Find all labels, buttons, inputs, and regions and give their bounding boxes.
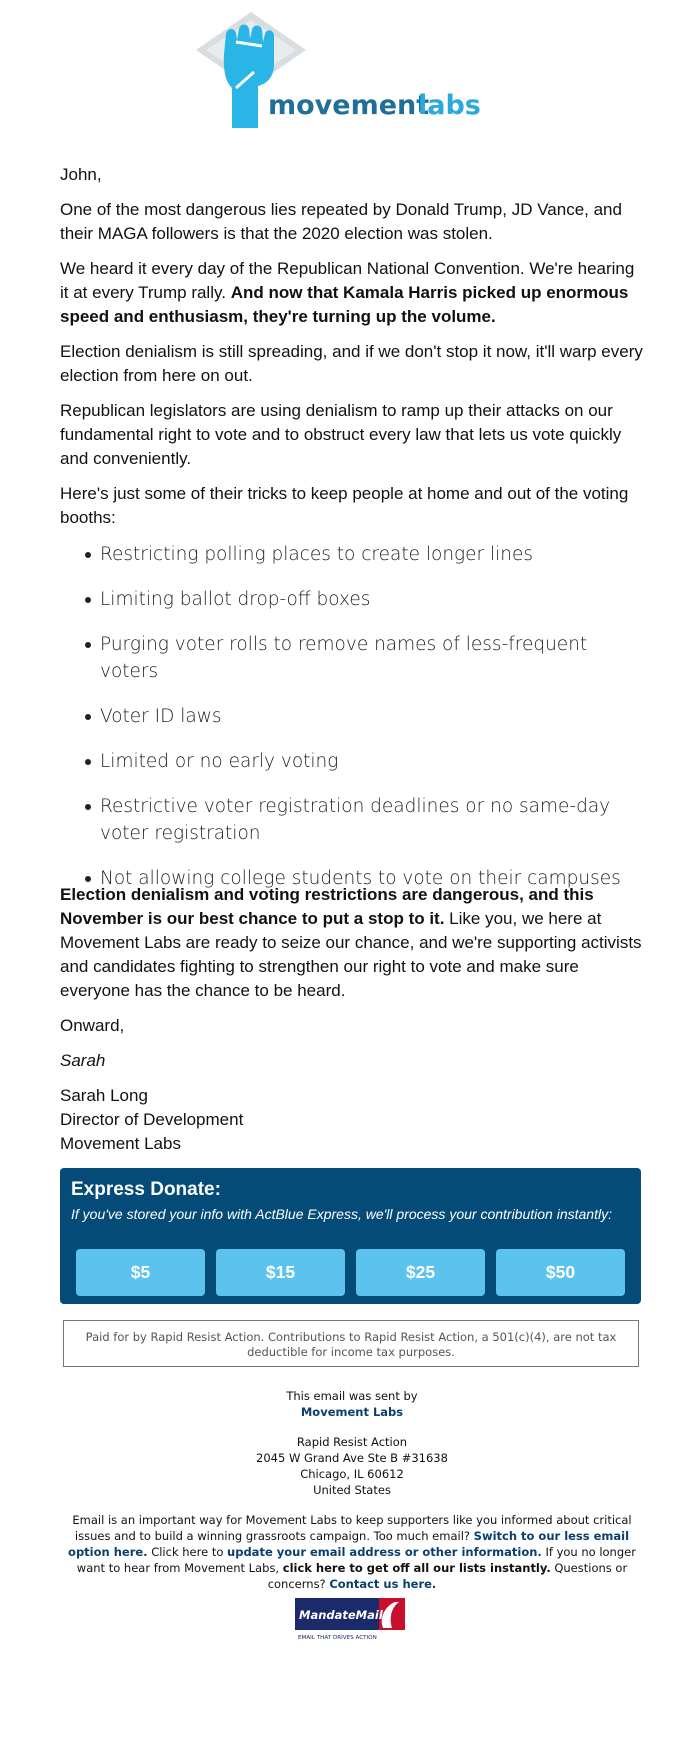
mandatemail-badge[interactable] <box>295 1598 405 1642</box>
paragraph-4: Republican legislators are using denialism to ramp up their attacks on our fundamental right to vote and to obstruct every law that lets us vote quickly and conveniently. <box>60 401 622 468</box>
logo-wordmark-movement: movement <box>268 90 430 121</box>
donate-50-button[interactable]: $50 <box>496 1249 625 1296</box>
voting-tricks-list <box>60 541 644 910</box>
sent-by-block <box>60 1388 644 1420</box>
movement-labs-logo[interactable] <box>196 12 506 142</box>
donate-title: Express Donate: <box>71 1179 221 1200</box>
mandatemail-tagline: EMAIL THAT DRIVES ACTION <box>298 1635 377 1641</box>
paragraph-6-emphasis: Election denialism and voting restrictions are dangerous, and this November is our best chance to put a stop to it. <box>60 885 594 928</box>
mailing-address <box>60 1434 644 1498</box>
notice-text-4: Questions or concerns? <box>267 1561 628 1591</box>
notice-text-3: If you no longer want to hear from Movement Labs, <box>76 1545 636 1575</box>
donate-15-button[interactable]: $15 <box>216 1249 345 1296</box>
unsubscribe-link[interactable]: click here to get off all our lists instantly. <box>282 1561 551 1575</box>
letter-closing <box>60 883 644 1156</box>
signature: Sarah <box>60 1051 106 1070</box>
list-item: Restrictive voter registration deadlines or no same-day voter registration <box>60 793 644 847</box>
update-info-link[interactable]: update your email address or other information. <box>227 1545 542 1559</box>
paragraph-2-text: We heard it every day of the Republican National Convention. We're hearing it at every Trump rally. <box>60 259 635 302</box>
letter-body <box>60 163 644 541</box>
contact-link[interactable]: Contact us here. <box>329 1577 437 1591</box>
sent-by-label: This email was sent by <box>286 1389 418 1403</box>
email-preferences-notice <box>62 1512 642 1592</box>
list-item: Limited or no early voting <box>60 748 644 775</box>
list-item: Voter ID laws <box>60 703 644 730</box>
address-line: 2045 W Grand Ave Ste B #31638 <box>256 1451 448 1465</box>
paragraph-6 <box>60 883 644 1003</box>
less-email-link[interactable]: Switch to our less email option here. <box>68 1529 630 1559</box>
address-line: Chicago, IL 60612 <box>300 1467 404 1481</box>
list-item: Purging voter rolls to remove names of less-frequent voters <box>60 631 644 685</box>
list-item: Limiting ballot drop-off boxes <box>60 586 644 613</box>
paragraph-2-emphasis: And now that Kamala Harris picked up enormous speed and enthusiasm, they're turning up the volume. <box>60 283 629 326</box>
express-donate-box <box>60 1168 641 1304</box>
list-item: Restricting polling places to create longer lines <box>60 541 644 568</box>
mandatemail-logo-icon <box>295 1598 405 1642</box>
notice-text-2: Click here to <box>147 1545 228 1559</box>
notice-text-1: Email is an important way for Movement Labs to keep supporters like you informed about critical issues and to build a winning grassroots campaign. Too much email? <box>72 1513 632 1543</box>
paragraph-6-text: Like you, we here at Movement Labs are ready to seize our chance, and we're supporting activists and candidates fighting to strengthen our right to vote and make sure everyone has the chance to be heard. <box>60 909 642 1000</box>
signer-block <box>60 1084 644 1156</box>
donate-5-button[interactable]: $5 <box>76 1249 205 1296</box>
address-line: Rapid Resist Action <box>296 1435 408 1449</box>
greeting: John, <box>60 165 102 184</box>
signer-name: Sarah Long <box>60 1086 148 1105</box>
sender-link[interactable]: Movement Labs <box>300 1405 404 1419</box>
donate-subtitle: If you've stored your info with ActBlue Express, we'll process your contribution instantly: <box>71 1206 612 1222</box>
fist-logo-icon <box>196 12 506 142</box>
signoff: Onward, <box>60 1016 125 1035</box>
paragraph-2 <box>60 257 644 329</box>
list-item: Not allowing college students to vote on their campuses <box>60 865 644 892</box>
paid-for-disclaimer: Paid for by Rapid Resist Action. Contributions to Rapid Resist Action, a 501(c)(4), are not tax deductible for income tax purposes. <box>63 1320 639 1367</box>
paragraph-1: One of the most dangerous lies repeated by Donald Trump, JD Vance, and their MAGA followers is that the 2020 election was stolen. <box>60 200 622 243</box>
paragraph-5: Here's just some of their tricks to keep people at home and out of the voting booths: <box>60 484 629 527</box>
donate-25-button[interactable]: $25 <box>356 1249 485 1296</box>
mandatemail-name: MandateMail <box>299 1608 383 1622</box>
signer-role: Director of Development <box>60 1110 244 1129</box>
address-line: United States <box>313 1483 391 1497</box>
paragraph-3: Election denialism is still spreading, and if we don't stop it now, it'll warp every election from here on out. <box>60 342 643 385</box>
signer-org: Movement Labs <box>60 1134 181 1153</box>
logo-wordmark-labs: labs <box>418 90 481 121</box>
